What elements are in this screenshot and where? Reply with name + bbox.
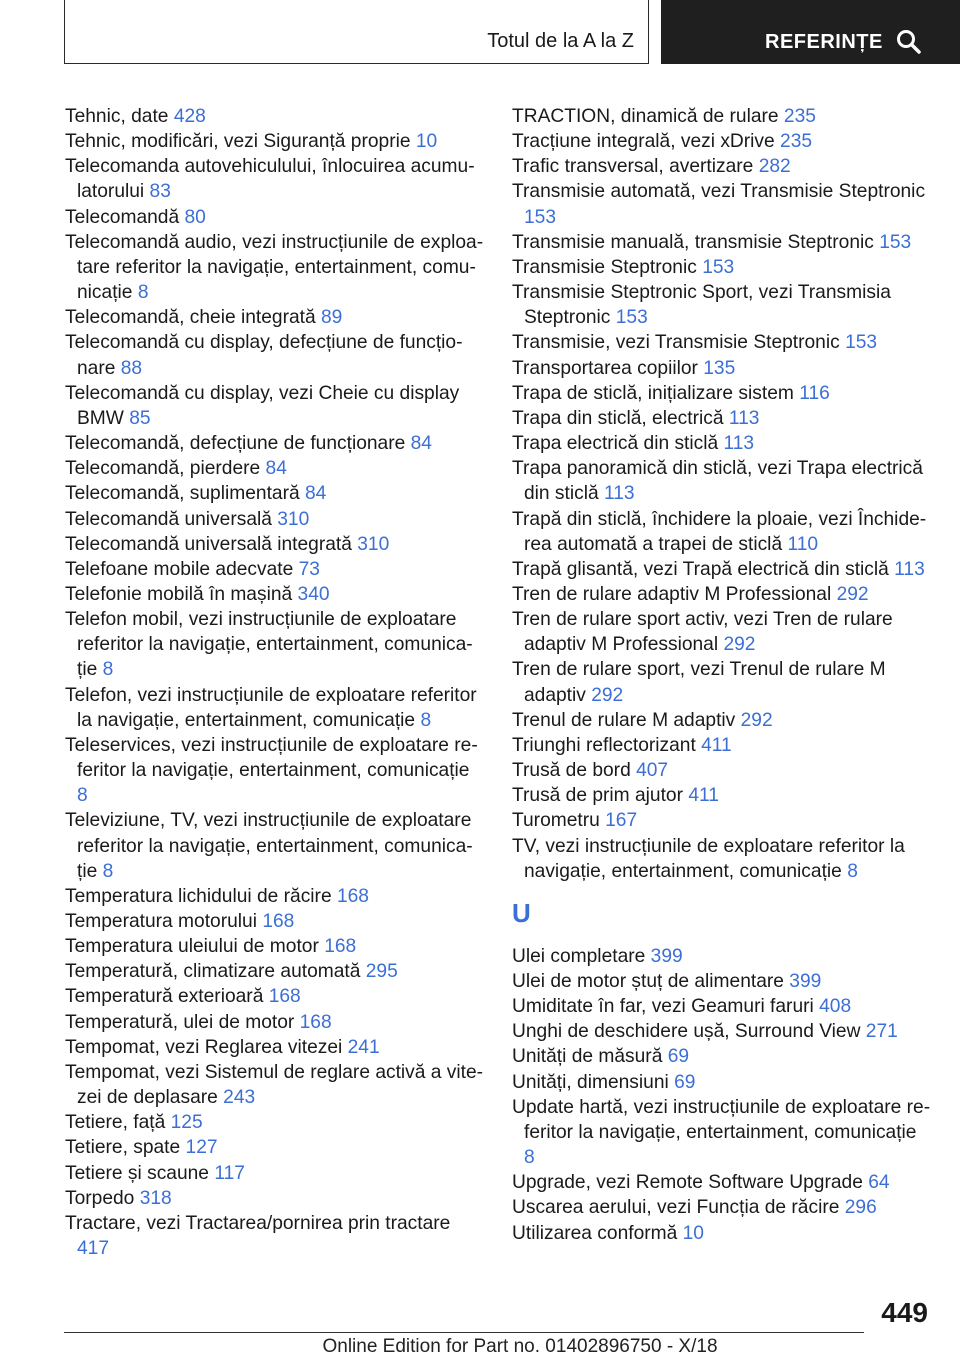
index-entry-term: Teleservices, vezi instrucțiunile de exploatare referitor la navigație, entertainment, comunicație <box>65 734 478 782</box>
index-entry-term: Trusă de bord <box>512 760 631 782</box>
index-entry-page-link[interactable]: 84 <box>265 458 287 480</box>
index-entry-page-link[interactable]: 83 <box>149 181 171 203</box>
index-entry-page-link[interactable]: 113 <box>894 558 925 580</box>
index-entry-term: Tehnic, date <box>65 106 169 127</box>
index-entry <box>512 944 932 969</box>
index-entry-page-link[interactable]: 8 <box>102 659 114 681</box>
index-entry-term: TV, vezi instrucțiunile de exploatare referitor la navigație, entertainment, comunicație <box>512 835 905 882</box>
index-entry-term: Telefon, vezi instrucțiunile de exploatare referitor la navigație, entertainment, comunicație <box>65 684 477 731</box>
index-entry <box>512 104 932 129</box>
index-entry-term: Trapa panoramică din sticlă, vezi Trapa electrică din sticlă <box>512 458 923 505</box>
index-entry <box>65 733 485 808</box>
index-entry-term: Transmisie automată, vezi Transmisie Steptronic <box>512 181 926 203</box>
index-entry <box>512 708 932 733</box>
index-entry-term: Telecomandă cu display, vezi Cheie cu display BMW <box>65 382 460 429</box>
index-entry-page-link[interactable]: 408 <box>819 996 852 1018</box>
index-entry <box>65 1110 485 1135</box>
index-entry-page-link[interactable]: 296 <box>844 1197 877 1219</box>
index-entry-term: Transmisie Steptronic Sport, vezi Transmisia Steptronic <box>512 282 891 329</box>
index-entry-page-link[interactable]: 8 <box>137 282 149 304</box>
index-entry-page-link[interactable]: 153 <box>879 231 912 253</box>
index-entry-term: Telecomandă universală <box>65 508 272 530</box>
index-entry-page-link[interactable]: 407 <box>636 760 669 782</box>
index-entry-page-link[interactable]: 168 <box>268 986 301 1008</box>
index-entry-page-link[interactable]: 295 <box>365 961 398 983</box>
index-entry-page-link[interactable]: 411 <box>688 785 719 807</box>
index-entry-term: Unghi de deschidere ușă, Surround View <box>512 1021 861 1043</box>
index-entry-term: Trusă de prim ajutor <box>512 785 683 807</box>
index-entry <box>65 1186 485 1211</box>
index-entry-term: Transmisie, vezi Transmisie Steptronic <box>512 332 840 354</box>
index-entry-term: Transmisie manuală, transmisie Steptronic <box>512 231 874 253</box>
index-entry <box>512 280 932 330</box>
index-entry-term: Trapa din sticlă, electrică <box>512 407 724 429</box>
index-entry-term: Telefonie mobilă în mașină <box>65 583 293 605</box>
index-entry-page-link[interactable]: 168 <box>262 911 295 932</box>
index-entry-term: Telecomanda autovehiculului, înlocuirea acumulatorului <box>65 156 475 203</box>
index-group-t <box>512 104 932 884</box>
index-entry-page-link[interactable]: 8 <box>847 860 858 882</box>
index-entry <box>512 657 932 707</box>
index-entry-term: Temperatură, climatizare automată <box>65 961 361 983</box>
index-entry-term: Tetiere, față <box>65 1112 166 1134</box>
index-entry-page-link[interactable]: 428 <box>173 106 206 127</box>
index-entry <box>512 179 932 229</box>
index-entry-page-link[interactable]: 8 <box>420 709 432 731</box>
index-entry-term: Trapa electrică din sticlă <box>512 433 719 455</box>
index-entry-page-link[interactable]: 113 <box>723 433 755 455</box>
index-entry-page-link[interactable]: 8 <box>102 860 114 882</box>
index-entry-term: Telecomandă, cheie integrată <box>65 307 316 329</box>
index-entry-page-link[interactable]: 84 <box>305 483 327 505</box>
index-entry-term: Telecomandă, defecțiune de funcționare <box>65 433 406 455</box>
index-entry-page-link[interactable]: 399 <box>789 971 822 992</box>
index-entry <box>65 557 485 582</box>
index-entry-page-link[interactable]: 271 <box>865 1021 898 1043</box>
index-entry-term: Transmisie Steptronic <box>512 256 697 278</box>
index-entry-page-link[interactable]: 113 <box>604 483 635 505</box>
index-entry-term: Telecomandă audio, vezi instrucțiunile de exploatare referitor la navigație, entertainment, comunicație <box>65 231 484 304</box>
index-entry-page-link[interactable]: 153 <box>615 307 648 329</box>
index-entry <box>512 507 932 557</box>
index-entry-term: Telecomandă cu display, defecțiune de funcționare <box>65 332 463 379</box>
index-entry-page-link[interactable]: 8 <box>77 785 88 807</box>
index-entry-term: Turometru <box>512 810 600 832</box>
index-entry-page-link[interactable]: 135 <box>703 357 736 379</box>
index-entry <box>65 104 485 129</box>
footer-divider <box>64 1332 864 1333</box>
index-entry <box>512 834 932 884</box>
index-entry <box>65 381 485 431</box>
index-entry-term: Tetiere și scaune <box>65 1162 209 1184</box>
page-number: 449 <box>881 1297 928 1328</box>
index-entry <box>512 154 932 179</box>
index-entry-page-link[interactable]: 10 <box>682 1222 704 1244</box>
index-entry-term: Tempomat, vezi Sistemul de reglare activă a vitezei de deplasare <box>65 1061 484 1109</box>
index-entry-page-link[interactable]: 168 <box>324 936 357 958</box>
index-entry-page-link[interactable]: 69 <box>667 1046 690 1068</box>
index-entry-page-link[interactable]: 110 <box>787 533 819 555</box>
index-entry-page-link[interactable]: 153 <box>845 332 878 354</box>
index-entry-term: Tehnic, modificări, vezi Siguranță proprie <box>65 131 411 153</box>
index-entry-page-link[interactable]: 310 <box>357 533 390 555</box>
index-entry <box>65 1161 485 1186</box>
index-column-left <box>65 104 485 1261</box>
index-entry-term: Tren de rulare sport activ, vezi Tren de rulare adaptiv M Professional <box>512 609 893 656</box>
index-entry <box>512 994 932 1019</box>
index-entry-term: Temperatura lichidului de răcire <box>65 885 332 907</box>
section-letter-u: U <box>512 897 531 928</box>
index-entry-term: Tetiere, spate <box>65 1137 181 1159</box>
index-entry <box>512 356 932 381</box>
index-entry-page-link[interactable]: 116 <box>799 382 830 404</box>
index-entry-term: Temperatura motorului <box>65 911 257 932</box>
index-entry <box>65 909 485 934</box>
index-entry-term: Ulei completare <box>512 945 646 967</box>
index-entry <box>65 1035 485 1060</box>
index-entry <box>512 406 932 431</box>
index-entry <box>512 758 932 783</box>
index-entry-page-link[interactable]: 69 <box>674 1071 696 1093</box>
index-entry <box>65 808 485 883</box>
index-entry-term: Tren de rulare sport, vezi Trenul de rulare M adaptiv <box>512 659 886 706</box>
index-entry <box>65 984 485 1009</box>
index-entry-page-link[interactable]: 153 <box>524 206 557 228</box>
index-entry <box>65 330 485 380</box>
index-entry <box>512 733 932 758</box>
index-entry-term: Telecomandă, suplimentară <box>65 483 300 505</box>
index-entry <box>65 305 485 330</box>
section-tab-label: Totul de la A la Z <box>487 30 634 52</box>
index-entry-term: Tempomat, vezi Reglarea vitezei <box>65 1036 343 1058</box>
index-entry <box>512 1019 932 1044</box>
index-entry <box>512 969 932 994</box>
index-entry <box>65 456 485 481</box>
index-entry-page-link[interactable]: 167 <box>605 810 638 832</box>
index-entry-term: Unități de măsură <box>512 1046 663 1068</box>
index-entry <box>65 1010 485 1035</box>
index-entry-term: Tracțiune integrală, vezi xDrive <box>512 131 775 153</box>
index-entry-page-link[interactable]: 84 <box>410 433 432 455</box>
index-entry-term: Telefon mobil, vezi instrucțiunile de exploatare referitor la navigație, entertainment, comunicație <box>65 609 473 681</box>
index-entry-term: Trapă din sticlă, închidere la ploaie, vezi Închiderea automată a trapei de sticlă <box>512 508 927 555</box>
index-entry-page-link[interactable]: 168 <box>336 885 369 907</box>
footer-edition: Online Edition for Part no. 01402896750 - X/18 <box>322 1336 718 1357</box>
index-entry <box>512 431 932 456</box>
index-entry <box>65 607 485 682</box>
section-tab[interactable] <box>64 0 649 64</box>
search-icon[interactable] <box>896 29 922 55</box>
index-entry <box>512 582 932 607</box>
index-entry <box>65 582 485 607</box>
index-entry <box>65 205 485 230</box>
index-entry-page-link[interactable]: 399 <box>650 945 683 967</box>
index-entry <box>512 456 932 506</box>
index-entry-page-link[interactable]: 292 <box>740 709 773 731</box>
index-entry <box>512 330 932 355</box>
index-entry-term: Televiziune, TV, vezi instrucțiunile de exploatare referitor la navigație, entertainment, comunicație <box>65 810 473 882</box>
index-entry <box>512 1044 932 1069</box>
index-entry-term: Trenul de rulare M adaptiv <box>512 709 736 731</box>
index-entry-page-link[interactable]: 127 <box>185 1137 218 1159</box>
index-entry-term: Utilizarea conformă <box>512 1222 678 1244</box>
index-entry <box>65 431 485 456</box>
index-entry-term: Telecomandă, pierdere <box>65 458 261 480</box>
index-entry <box>65 481 485 506</box>
index-entry-term: Umiditate în far, vezi Geamuri faruri <box>512 996 814 1018</box>
index-entry-term: Unități, dimensiuni <box>512 1071 669 1093</box>
index-entry-term: Torpedo <box>65 1187 135 1209</box>
index-entry <box>512 808 932 833</box>
index-entry-page-link[interactable]: 292 <box>723 634 756 656</box>
index-entry-term: Trapa de sticlă, inițializare sistem <box>512 382 794 404</box>
index-entry-term: Transportarea copiilor <box>512 357 698 379</box>
index-entry-term: Telefoane mobile adecvate <box>65 558 294 580</box>
index-entry-term: Tren de rulare adaptiv M Professional <box>512 583 832 605</box>
index-entry-page-link[interactable]: 318 <box>139 1187 172 1209</box>
index-entry <box>512 1170 932 1195</box>
index-entry-page-link[interactable]: 8 <box>524 1147 535 1169</box>
index-entry <box>512 381 932 406</box>
index-entry-term: Upgrade, vezi Remote Software Upgrade <box>512 1172 863 1194</box>
index-entry <box>512 557 932 582</box>
index-entry-page-link[interactable]: 125 <box>170 1112 203 1134</box>
index-entry <box>65 1211 485 1261</box>
index-entry <box>65 1135 485 1160</box>
index-entry-page-link[interactable]: 292 <box>836 583 869 605</box>
index-entry-page-link[interactable]: 73 <box>298 558 320 580</box>
index-entry-page-link[interactable]: 64 <box>868 1172 890 1194</box>
index-entry-page-link[interactable]: 89 <box>321 307 343 329</box>
index-entry <box>65 507 485 532</box>
index-entry-page-link[interactable]: 241 <box>347 1036 380 1058</box>
index-entry-page-link[interactable]: 168 <box>299 1011 332 1033</box>
index-entry <box>512 1195 932 1220</box>
index-entry <box>65 230 485 305</box>
index-entry-term: Ulei de motor ștuț de alimentare <box>512 971 784 992</box>
index-group-u <box>512 944 932 1246</box>
index-entry <box>512 607 932 657</box>
index-entry <box>512 230 932 255</box>
index-entry-page-link[interactable]: 88 <box>120 357 143 379</box>
index-entry-term: Temperatură, ulei de motor <box>65 1011 295 1033</box>
index-entry-page-link[interactable]: 235 <box>783 106 816 127</box>
index-entry <box>512 1070 932 1095</box>
index-entry-page-link[interactable]: 340 <box>297 583 330 605</box>
index-entry-page-link[interactable]: 10 <box>415 131 438 153</box>
index-entry <box>65 884 485 909</box>
index-entry <box>65 683 485 733</box>
index-entry <box>65 959 485 984</box>
index-entry-page-link[interactable]: 235 <box>780 131 813 153</box>
index-entry-page-link[interactable]: 80 <box>184 206 206 228</box>
index-entry <box>512 1221 932 1246</box>
index-entry <box>65 129 485 154</box>
index-entry <box>512 783 932 808</box>
index-entry-term: Trapă glisantă, vezi Trapă electrică din sticlă <box>512 558 889 580</box>
index-entry-page-link[interactable]: 417 <box>77 1238 110 1260</box>
index-entry-page-link[interactable]: 243 <box>223 1087 256 1109</box>
index-entry <box>512 129 932 154</box>
index-entry-term: Temperatură exterioară <box>65 986 264 1008</box>
index-entry-page-link[interactable]: 310 <box>277 508 310 530</box>
index-entry-page-link[interactable]: 411 <box>701 734 732 756</box>
index-entry-page-link[interactable]: 113 <box>728 407 760 429</box>
index-entry-term: Telecomandă universală integrată <box>65 533 352 555</box>
index-entry <box>65 154 485 204</box>
index-entry-page-link[interactable]: 282 <box>758 156 791 178</box>
index-entry <box>65 532 485 557</box>
index-entry-page-link[interactable]: 292 <box>591 684 624 706</box>
index-entry-term: Trafic transversal, avertizare <box>512 156 754 178</box>
index-entry-term: Tractare, vezi Tractarea/pornirea prin tractare <box>65 1212 451 1234</box>
index-entry-term: TRACTION, dinamică de rulare <box>512 106 779 127</box>
reference-tab-label: REFERINȚE <box>765 31 883 53</box>
index-entry-page-link[interactable]: 85 <box>129 407 151 429</box>
index-entry-term: Triunghi reflectorizant <box>512 734 696 756</box>
index-entry-term: Uscarea aerului, vezi Funcția de răcire <box>512 1197 840 1219</box>
index-entry <box>512 255 932 280</box>
index-entry-page-link[interactable]: 153 <box>702 256 735 278</box>
index-entry-page-link[interactable]: 117 <box>214 1162 245 1184</box>
index-entry <box>512 1095 932 1170</box>
index-entry-term: Telecomandă <box>65 206 180 228</box>
index-column-right <box>512 104 932 1246</box>
index-entry-term: Temperatura uleiului de motor <box>65 936 319 958</box>
index-entry <box>65 934 485 959</box>
index-entry-term: Update hartă, vezi instrucțiunile de exploatare referitor la navigație, entertainment, comunicație <box>512 1096 931 1143</box>
index-entry <box>65 1060 485 1110</box>
